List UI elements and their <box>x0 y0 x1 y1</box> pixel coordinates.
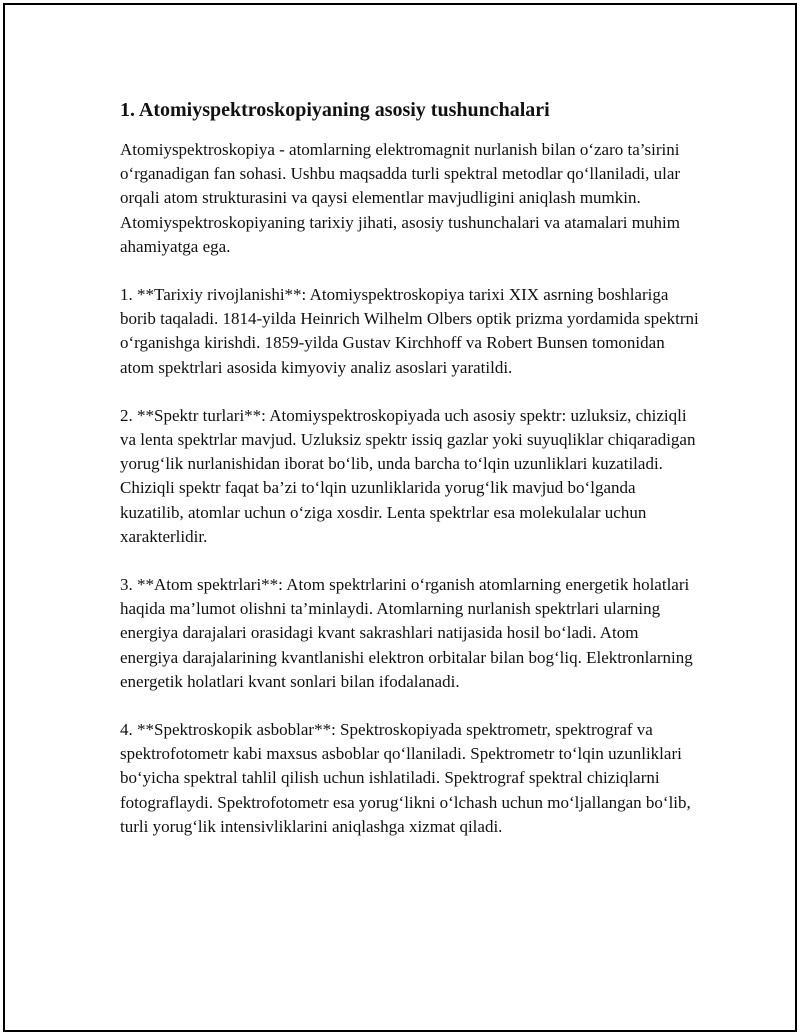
atomic-spectra-paragraph: 3. **Atom spektrlari**: Atom spektrlarini o‘rganish atomlarning energetik holatlari haqida ma’lumot olishni ta’minlaydi. Atomlarning nurlanish spektrlari ularning energiya darajalari orasidagi kvant sakrashlari natijasida hosil bo‘ladi. Atom energiya darajalarining kvantlanishi elektron orbitalar bilan bog‘liq. Elektronlarning energetik holatlari kvant sonlari bilan ifodalanadi. <box>120 575 693 691</box>
document-page <box>3 3 797 1032</box>
section-heading: 1. Atomiyspektroskopiyaning asosiy tushunchalari <box>120 99 550 121</box>
history-paragraph: 1. **Tarixiy rivojlanishi**: Atomiyspektroskopiya tarixi XIX asrning boshlariga borib taqaladi. 1814-yilda Heinrich Wilhelm Olbers optik prizma yordamida spektrni o‘rganishga kirishdi. 1859-yilda Gustav Kirchhoff va Robert Bunsen tomonidan atom spektrlari asosida kimyoviy analiz asoslari yaratildi. <box>120 285 699 377</box>
intro-paragraph: Atomiyspektroskopiya - atomlarning elektromagnit nurlanish bilan o‘zaro ta’sirini o‘rganadigan fan sohasi. Ushbu maqsadda turli spektral metodlar qo‘llaniladi, ular orqali atom strukturasini va qaysi elementlar mavjudligini aniqlash mumkin. Atomiyspektroskopiyaning tarixiy jihati, asosiy tushunchalari va atamalari muhim ahamiyatga ega. <box>120 140 681 256</box>
instruments-paragraph: 4. **Spektroskopik asboblar**: Spektroskopiyada spektrometr, spektrograf va spektrofotometr kabi maxsus asboblar qo‘llaniladi. Spektrometr to‘lqin uzunliklari bo‘yicha spektral tahlil qilish uchun ishlatiladi. Spektrograf spektral chiziqlarni fotograflaydi. Spektrofotometr esa yorug‘likni o‘lchash uchun mo‘ljallangan bo‘lib, turli yorug‘lik intensivliklarini aniqlashga xizmat qiladi. <box>120 720 691 836</box>
spectrum-types-paragraph: 2. **Spektr turlari**: Atomiyspektroskopiyada uch asosiy spektr: uzluksiz, chiziqli va lenta spektrlar mavjud. Uzluksiz spektr issiq gazlar yoki suyuqliklar chiqaradigan yorug‘lik nurlanishidan iborat bo‘lib, unda barcha to‘lqin uzunliklari kuzatiladi. Chiziqli spektr faqat ba’zi to‘lqin uzunliklarida yorug‘lik mavjud bo‘lganda kuzatilib, atomlar uchun o‘ziga xosdir. Lenta spektrlar esa molekulalar uchun xarakterlidir. <box>120 405 696 546</box>
document-content <box>120 97 700 863</box>
